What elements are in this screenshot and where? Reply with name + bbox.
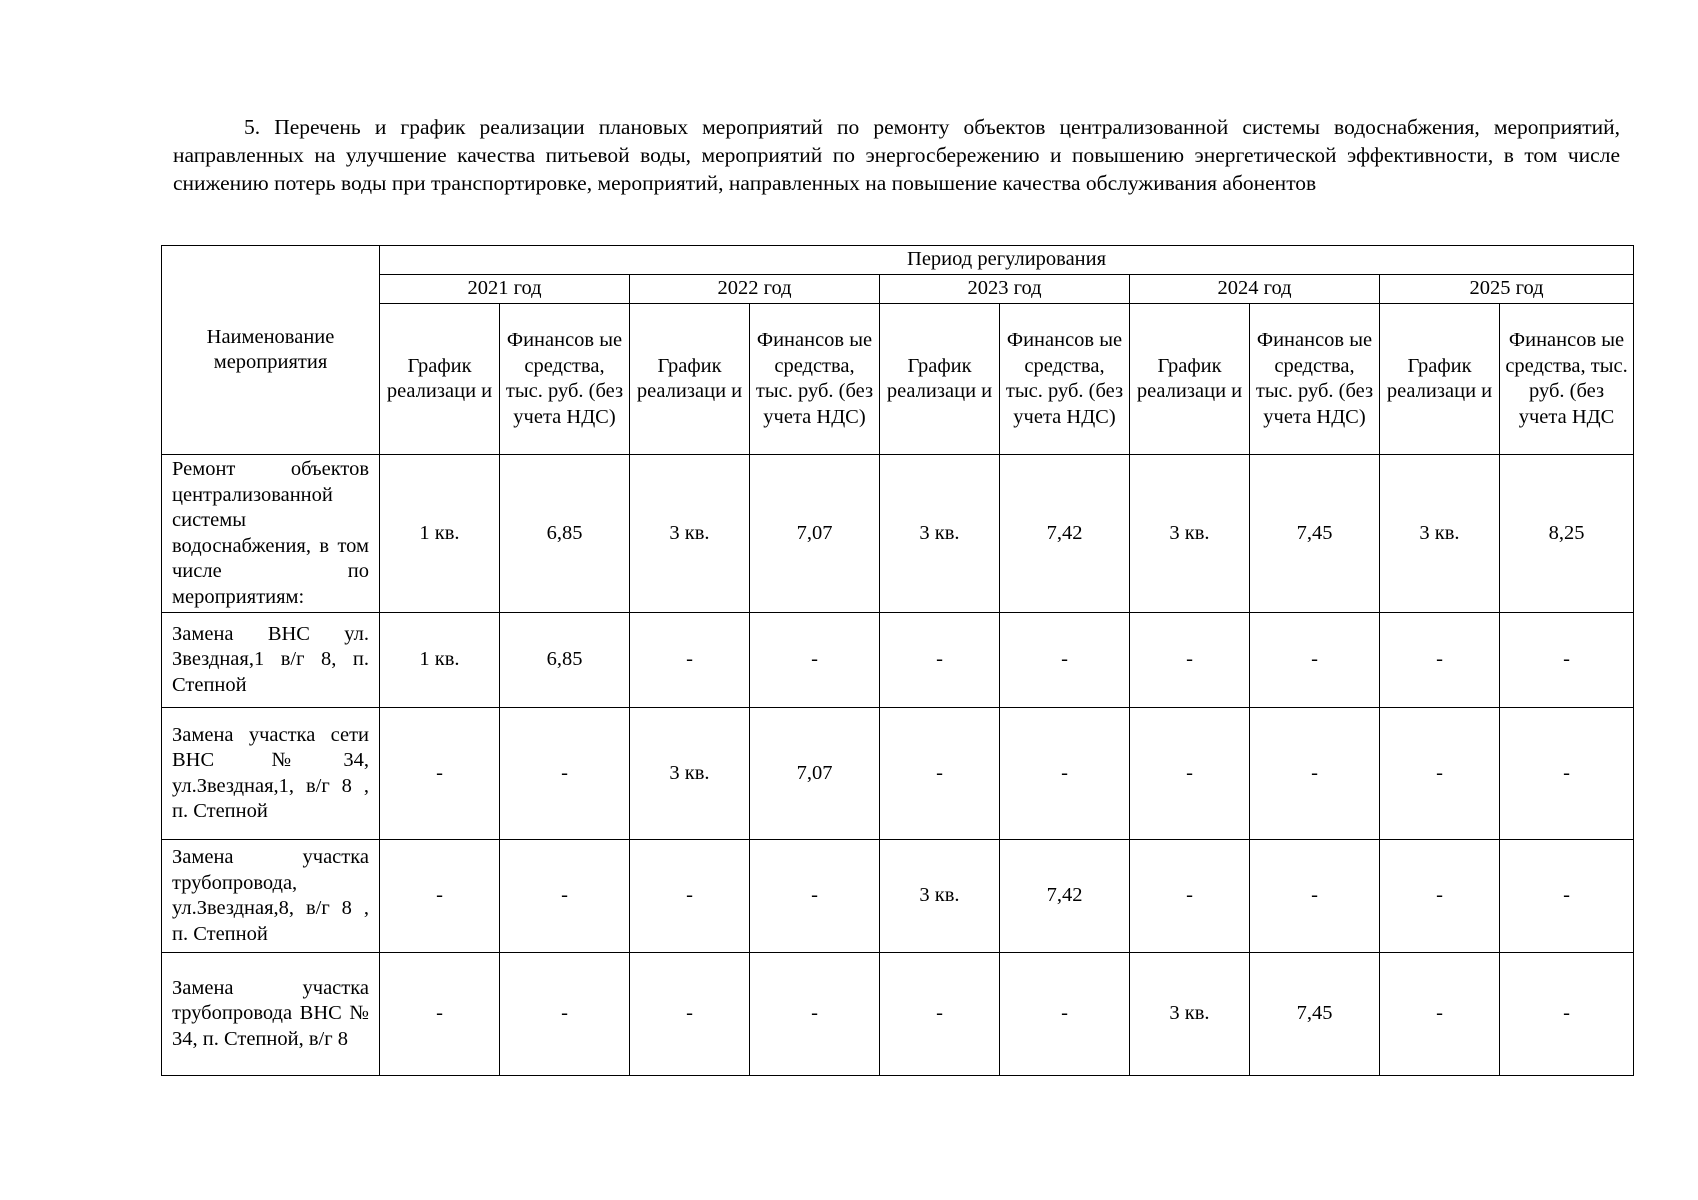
table-cell: - [880,613,1000,708]
table-row [162,455,1634,613]
table-cell: - [1500,840,1634,953]
table-cell: - [750,613,880,708]
table-cell: - [1380,613,1500,708]
table-cell: 3 кв. [630,455,750,613]
activity-name: Ремонт объектов централизованной системы водоснабжения, в том числе по мероприятиям: [162,455,380,613]
table-cell: 1 кв. [380,613,500,708]
table-cell: - [1500,613,1634,708]
table-cell: 7,42 [1000,840,1130,953]
table-cell: - [500,708,630,840]
table-cell: - [1380,708,1500,840]
table-cell: 7,07 [750,708,880,840]
table-cell: - [500,953,630,1076]
table-row [162,613,1634,708]
table-cell: 7,45 [1250,455,1380,613]
table-cell: - [380,840,500,953]
table-cell: 6,85 [500,455,630,613]
table-cell: - [630,840,750,953]
table-cell: - [750,840,880,953]
table-cell: - [1250,840,1380,953]
table-cell: - [1500,953,1634,1076]
table-cell: - [880,953,1000,1076]
table-cell: - [1000,613,1130,708]
finance-column-header: Финансов ые средства, тыс. руб. (без учета НДС) [500,304,630,455]
activity-name: Замена участка сети ВНС №34, ул.Звездная,1, в/г 8 , п. Степной [162,708,380,840]
table-cell: - [1250,613,1380,708]
table-cell: 8,25 [1500,455,1634,613]
table-row [162,708,1634,840]
table-cell: - [750,953,880,1076]
schedule-column-header: График реализаци и [380,304,500,455]
schedule-column-header: График реализаци и [1130,304,1250,455]
table-cell: - [500,840,630,953]
table-cell: - [1380,953,1500,1076]
name-column-header: Наименование мероприятия [162,246,380,455]
activity-name: Замена участка трубопровода ВНС № 34, п. Степной, в/г 8 [162,953,380,1076]
finance-column-header: Финансов ые средства, тыс. руб. (без учета НДС) [1250,304,1380,455]
table-cell: - [1130,708,1250,840]
table-cell: - [1500,708,1634,840]
table-cell: - [880,708,1000,840]
year-header: 2025 год [1380,275,1634,304]
table-cell: 3 кв. [880,840,1000,953]
year-header: 2022 год [630,275,880,304]
table-cell: 1 кв. [380,455,500,613]
schedule-column-header: График реализаци и [1380,304,1500,455]
activity-name: Замена ВНС ул. Звездная,1 в/г 8, п. Степной [162,613,380,708]
table-cell: - [380,708,500,840]
table-cell: - [380,953,500,1076]
table-cell: 3 кв. [630,708,750,840]
activity-name: Замена участка трубопровода, ул.Звездная,8, в/г 8 , п. Степной [162,840,380,953]
table-cell: 7,45 [1250,953,1380,1076]
finance-column-header: Финансов ые средства, тыс. руб. (без учета НДС [1500,304,1634,455]
table-cell: - [1000,708,1130,840]
year-header: 2021 год [380,275,630,304]
table-cell: - [630,613,750,708]
table-cell: - [630,953,750,1076]
schedule-column-header: График реализаци и [630,304,750,455]
schedule-column-header: График реализаци и [880,304,1000,455]
table-cell: - [1000,953,1130,1076]
year-header: 2024 год [1130,275,1380,304]
table-cell: 3 кв. [1130,953,1250,1076]
table-cell: - [1250,708,1380,840]
activities-table [161,245,1634,1076]
table-cell: 7,07 [750,455,880,613]
table-row [162,953,1634,1076]
finance-column-header: Финансов ые средства, тыс. руб. (без учета НДС) [1000,304,1130,455]
table-cell: - [1130,840,1250,953]
year-header: 2023 год [880,275,1130,304]
finance-column-header: Финансов ые средства, тыс. руб. (без учета НДС) [750,304,880,455]
table-cell: 3 кв. [1380,455,1500,613]
table-cell: 6,85 [500,613,630,708]
table-cell: - [1130,613,1250,708]
period-header: Период регулирования [380,246,1634,275]
table-cell: 3 кв. [1130,455,1250,613]
table-cell: 3 кв. [880,455,1000,613]
table-cell: 7,42 [1000,455,1130,613]
table-cell: - [1380,840,1500,953]
table-row [162,840,1634,953]
section-heading: 5. Перечень и график реализации плановых мероприятий по ремонту объектов централизованной системы водоснабжения, мероприятий, направленных на улучшение качества питьевой воды, мероприятий по энергосбережению и повышению энергетической эффективности, в том числе снижению потерь воды при транспортировке, мероприятий, направленных на повышение качества обслуживания абонентов [173,115,1620,195]
